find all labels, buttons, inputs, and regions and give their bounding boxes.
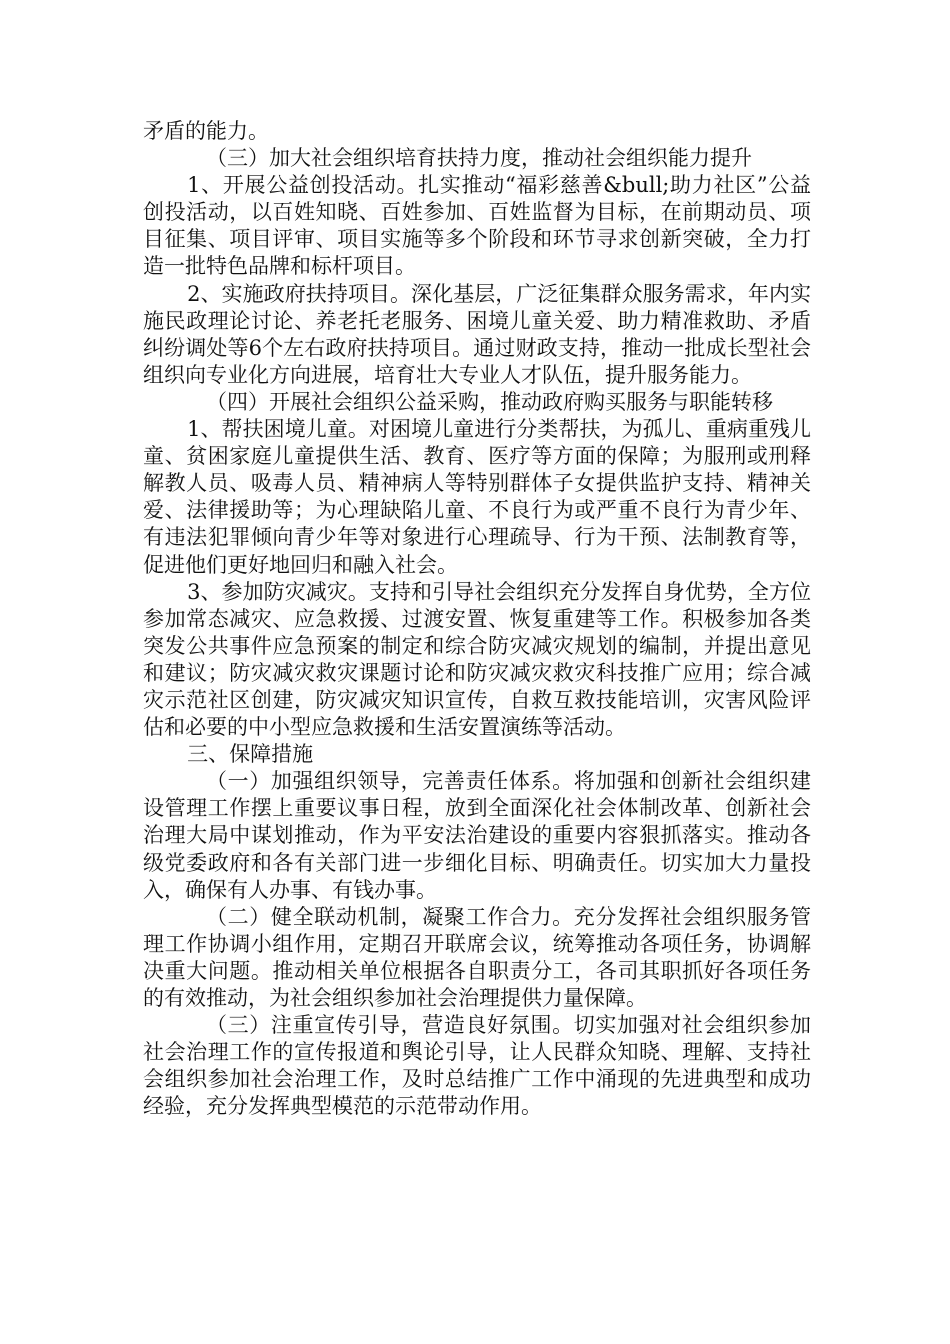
section-heading-safeguards: 三、保障措施 [187,742,314,767]
subheading-three: （三）加大社会组织培育扶持力度，推动社会组织能力提升 [206,146,752,171]
paragraph-leadership: （一）加强组织领导，完善责任体系。将加强和创新社会组织建设管理工作摆上重要议事日程，放到全面深化社会体制改革、创新社会治理大局中谋划推动，作为平安法治建设的重要内容狠抓落实。推动各级党委政府和各有关部门进一步细化目标、明确责任。切实加大力量投入，确保有人办事、有钱办事。 [143,769,811,902]
paragraph-venture-philanthropy: 1、开展公益创投活动。扎实推动“福彩慈善&bull;助力社区”公益创投活动，以百姓知晓、百姓参加、百姓监督为目标，在前期动员、项目征集、项目评审、项目实施等多个阶段和环节寻求创新突破，全力打造一批特色品牌和标杆项目。 [143,173,811,279]
paragraph-continuation: 矛盾的能力。 [143,119,269,143]
paragraph-publicity: （三）注重宣传引导，营造良好氛围。切实加强对社会组织参加社会治理工作的宣传报道和舆论引导，让人民群众知晓、理解、支持社会组织参加社会治理工作，及时总结推广工作中涌现的先进典型和成功经验，充分发挥典型模范的示范带动作用。 [143,1013,811,1119]
paragraph-linkage-mechanism: （二）健全联动机制，凝聚工作合力。充分发挥社会组织服务管理工作协调小组作用，定期召开联席会议，统筹推动各项任务，协调解决重大问题。推动相关单位根据各自职责分工，各司其职抓好各项任务的有效推动，为社会组织参加社会治理提供力量保障。 [143,904,811,1010]
paragraph-children-assistance: 1、帮扶困境儿童。对困境儿童进行分类帮扶，为孤儿、重病重残儿童、贫困家庭儿童提供生活、教育、医疗等方面的保障；为服刑或刑释解教人员、吸毒人员、精神病人等特别群体子女提供监护支持、精神关爱、法律援助等；为心理缺陷儿童、不良行为或严重不良行为青少年、有违法犯罪倾向青少年等对象进行心理疏导、行为干预、法制教育等，促进他们更好地回归和融入社会。 [143,417,811,577]
paragraph-disaster-reduction: 3、参加防灾减灾。支持和引导社会组织充分发挥自身优势，全方位参加常态减灾、应急救援、过渡安置、恢复重建等工作。积极参加各类突发公共事件应急预案的制定和综合防灾减灾规划的编制，并提出意见和建议；防灾减灾救灾课题讨论和防灾减灾救灾科技推广应用；综合减灾示范社区创建，防灾减灾知识宣传，自救互救技能培训，灾害风险评估和必要的中小型应急救援和生活安置演练等活动。 [143,579,811,740]
document-body [143,118,811,1120]
paragraph-government-projects: 2、实施政府扶持项目。深化基层，广泛征集群众服务需求，年内实施民政理论讨论、养老托老服务、困境儿童关爱、助力精准救助、矛盾纠纷调处等6个左右政府扶持项目。通过财政支持，推动一批成长型社会组织向专业化方向进展，培育壮大专业人才队伍，提升服务能力。 [143,281,811,387]
subheading-four: （四）开展社会组织公益采购，推动政府购买服务与职能转移 [206,389,773,414]
